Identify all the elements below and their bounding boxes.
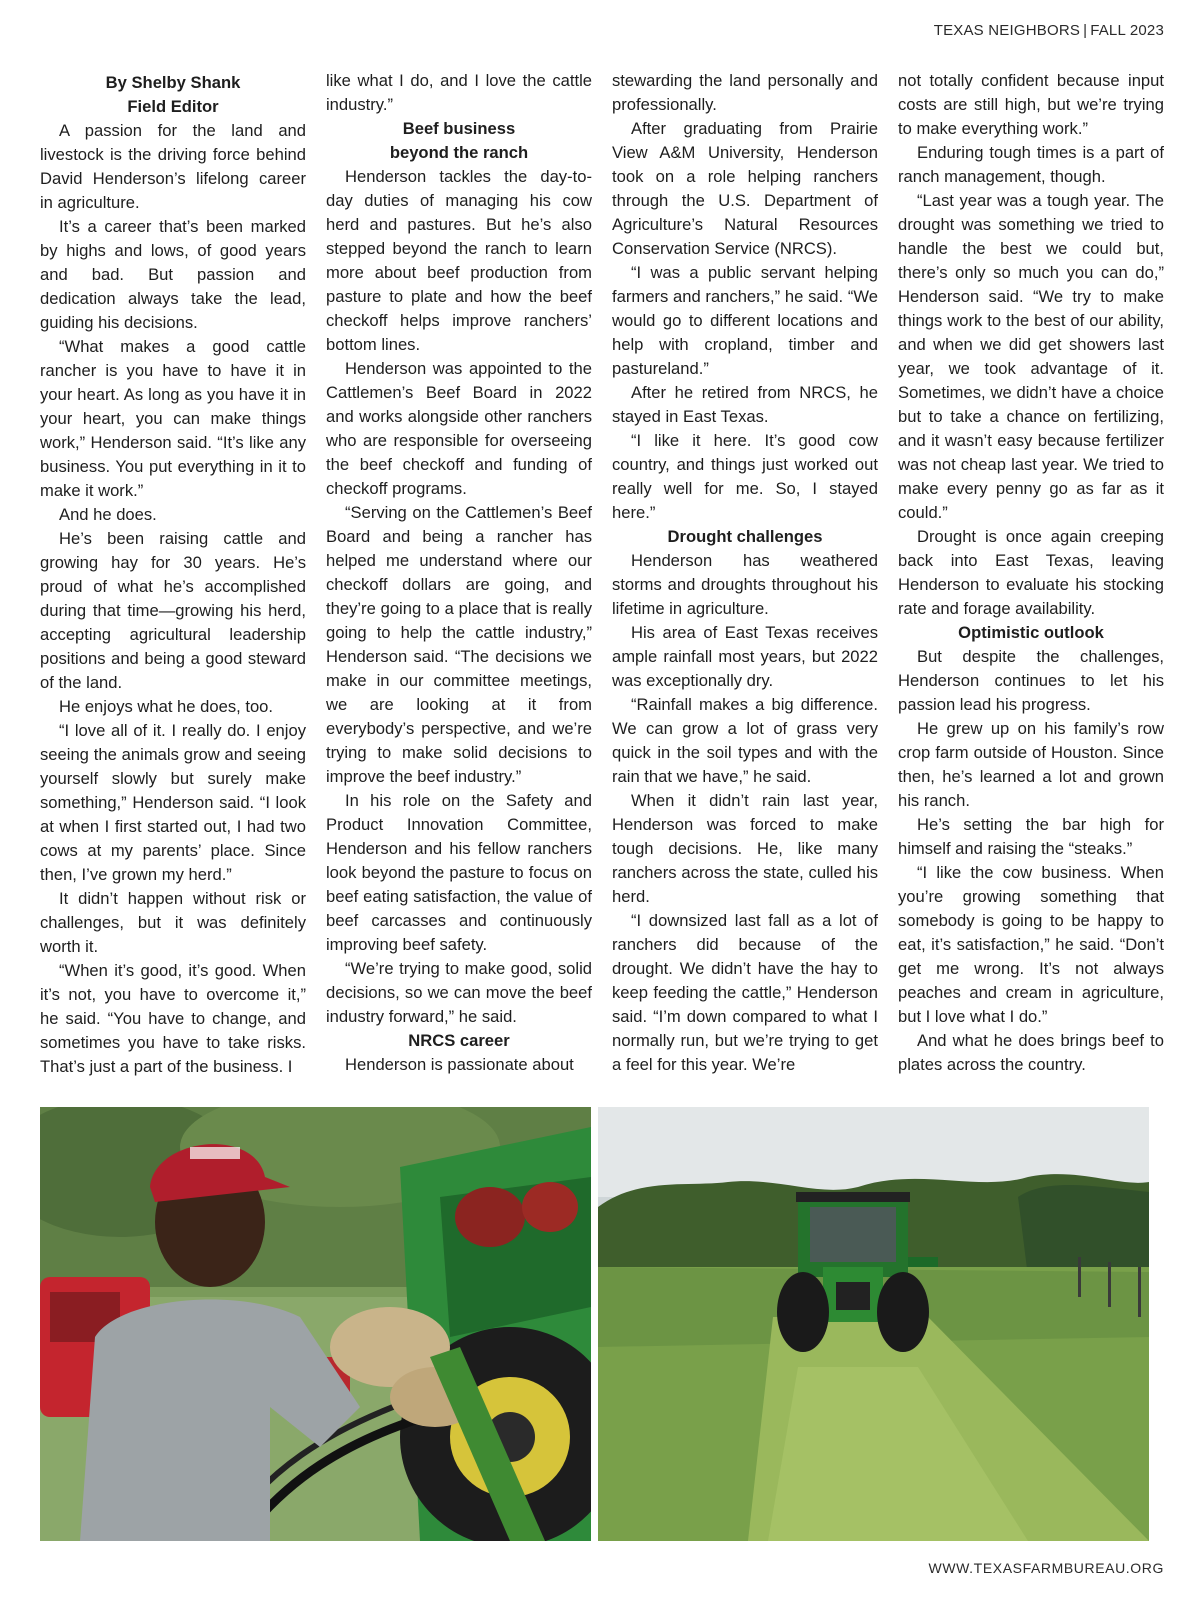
paragraph: “I was a public servant helping farmers and ranchers,” he said. “We would go to different locations and help with cropland, timber and pastureland.” [612, 263, 878, 378]
paragraph: stewarding the land personally and professionally. [612, 71, 878, 114]
paragraph: “I like the cow business. When you’re growing something that somebody is going to be happy to eat, it’s satisfaction,” he said. “Don’t get me wrong. It’s not always peaches and cream in agriculture, but I love what I do.” [898, 863, 1164, 1026]
paragraph: After he retired from NRCS, he stayed in East Texas. [612, 383, 878, 426]
paragraph: “We’re trying to make good, solid decisions, so we can move the beef industry forward,” he said. [326, 959, 592, 1026]
subhead-drought-challenges: Drought challenges [667, 527, 823, 546]
paragraph: He grew up on his family’s row crop farm outside of Houston. Since then, he’s learned a lot and grown his ranch. [898, 719, 1164, 810]
paragraph: “What makes a good cattle rancher is you have to have it in your heart. As long as you have it in your heart, you can make things work,” Henderson said. “It’s like any business. You put everything in it to make it work.” [40, 337, 306, 500]
paragraph: After graduating from Prairie View A&M University, Henderson took on a role helping ranchers through the U.S. Department of Agriculture’s Natural Resources Conservation Service (NRCS). [612, 119, 878, 258]
paragraph: “Serving on the Cattlemen’s Beef Board and being a rancher has helped me understand where our checkoff dollars are going, and they’re going to a place that is really going to help the cattle industry,” Henderson said. “The decisions we make in our committee meetings, we are looking at it from everybody’s perspective, and we’re trying to make solid decisions to improve the beef industry.” [326, 503, 592, 786]
paragraph: “I love all of it. I really do. I enjoy seeing the animals grow and seeing yourself slowly but surely make something,” Henderson said. “I look at when I first started out, I had two cows at my parents’ place. Since then, I’ve grown my herd.” [40, 721, 306, 884]
paragraph: “I like it here. It’s good cow country, and things just worked out really well for me. So, I stayed here.” [612, 431, 878, 522]
paragraph: His area of East Texas receives ample rainfall most years, but 2022 was exceptionally dry. [612, 623, 878, 690]
paragraph: A passion for the land and livestock is the driving force behind David Henderson’s lifelong career in agriculture. [40, 121, 306, 212]
paragraph: It didn’t happen without risk or challenges, but it was definitely worth it. [40, 889, 306, 956]
paragraph: not totally confident because input costs are still high, but we’re trying to make everything work.” [898, 71, 1164, 138]
article-column-2 [326, 69, 592, 1077]
subhead-beef-business [326, 117, 592, 165]
paragraph: But despite the challenges, Henderson continues to let his passion lead his progress. [898, 647, 1164, 714]
paragraph: And he does. [59, 505, 157, 524]
subhead-line: beyond the ranch [389, 143, 529, 162]
paragraph: He enjoys what he does, too. [59, 697, 274, 716]
paragraph: like what I do, and I love the cattle industry.” [326, 71, 592, 114]
article-column-1 [40, 69, 306, 1079]
paragraph: And what he does brings beef to plates across the country. [898, 1031, 1164, 1074]
paragraph: When it didn’t rain last year, Henderson was forced to make tough decisions. He, like many ranchers across the state, culled his herd. [612, 791, 878, 906]
article-body [40, 69, 1167, 1079]
paragraph: “When it’s good, it’s good. When it’s not, you have to overcome it,” he said. “You have to change, and sometimes you have to take risks. That’s just a part of the business. I [40, 961, 306, 1076]
issue-date: FALL 2023 [1090, 22, 1164, 39]
paragraph: In his role on the Safety and Product Innovation Committee, Henderson and his fellow ranchers look beyond the pasture to focus on beef eating satisfaction, the value of beef carcasses and continuously improving beef safety. [326, 791, 592, 954]
paragraph: “Rainfall makes a big difference. We can grow a lot of grass very quick in the soil types and with the rain that we have,” he said. [612, 695, 878, 786]
paragraph: “I downsized last fall as a lot of ranchers did because of the drought. We didn’t have the hay to keep feeding the cattle,” Henderson said. “I’m down compared to what I normally run, but we’re trying to get a feel for this year. We’re [612, 911, 878, 1074]
article-column-4 [898, 69, 1164, 1077]
photo-rancher-illustration [40, 1107, 591, 1541]
byline [40, 71, 306, 119]
paragraph: It’s a career that’s been marked by highs and lows, of good years and bad. But passion and dedication always take the lead, guiding his decisions. [40, 217, 306, 332]
photo-tractor-mowing [598, 1107, 1149, 1541]
subhead-optimistic-outlook: Optimistic outlook [958, 623, 1104, 642]
page-header [934, 22, 1164, 39]
paragraph: Henderson was appointed to the Cattlemen’s Beef Board in 2022 and works alongside other ranchers who are responsible for overseeing the beef checkoff and funding of checkoff programs. [326, 359, 592, 498]
byline-role: Field Editor [127, 97, 219, 116]
photo-tractor-illustration [598, 1107, 1149, 1541]
paragraph: Henderson tackles the day-to-day duties of managing his cow herd and pastures. But he’s also stepped beyond the ranch to learn more about beef production from pasture to plate and how the beef checkoff helps improve ranchers’ bottom lines. [326, 167, 592, 354]
photo-rancher-at-tractor [40, 1107, 591, 1541]
paragraph: “Last year was a tough year. The drought was something we tried to handle the best we could but, there’s only so much you can do,” Henderson said. “We try to make things work to the best of our ability, and when we did get showers last year, we took advantage of it. Sometimes, we didn’t have a choice but to take a chance on fertilizing, and it wasn’t easy because fertilizer was not cheap last year. We tried to make every penny go as far as it could.” [898, 191, 1164, 522]
paragraph: Henderson is passionate about [345, 1055, 574, 1074]
paragraph: He’s been raising cattle and growing hay for 30 years. He’s proud of what he’s accomplished during that time—growing his herd, accepting agricultural leadership positions and being a good steward of the land. [40, 529, 306, 692]
byline-author: By Shelby Shank [105, 73, 241, 92]
page-footer-url: WWW.TEXASFARMBUREAU.ORG [928, 1560, 1164, 1576]
subhead-line: Beef business [402, 119, 516, 138]
subhead-nrcs-career: NRCS career [408, 1031, 510, 1050]
paragraph: Henderson has weathered storms and droughts throughout his lifetime in agriculture. [612, 551, 878, 618]
article-column-3 [612, 69, 878, 1077]
paragraph: Enduring tough times is a part of ranch management, though. [898, 143, 1164, 186]
publication-name: TEXAS NEIGHBORS [933, 22, 1081, 39]
paragraph: He’s setting the bar high for himself and raising the “steaks.” [898, 815, 1164, 858]
header-separator: | [1083, 22, 1088, 39]
paragraph: Drought is once again creeping back into East Texas, leaving Henderson to evaluate his stocking rate and forage availability. [898, 527, 1164, 618]
